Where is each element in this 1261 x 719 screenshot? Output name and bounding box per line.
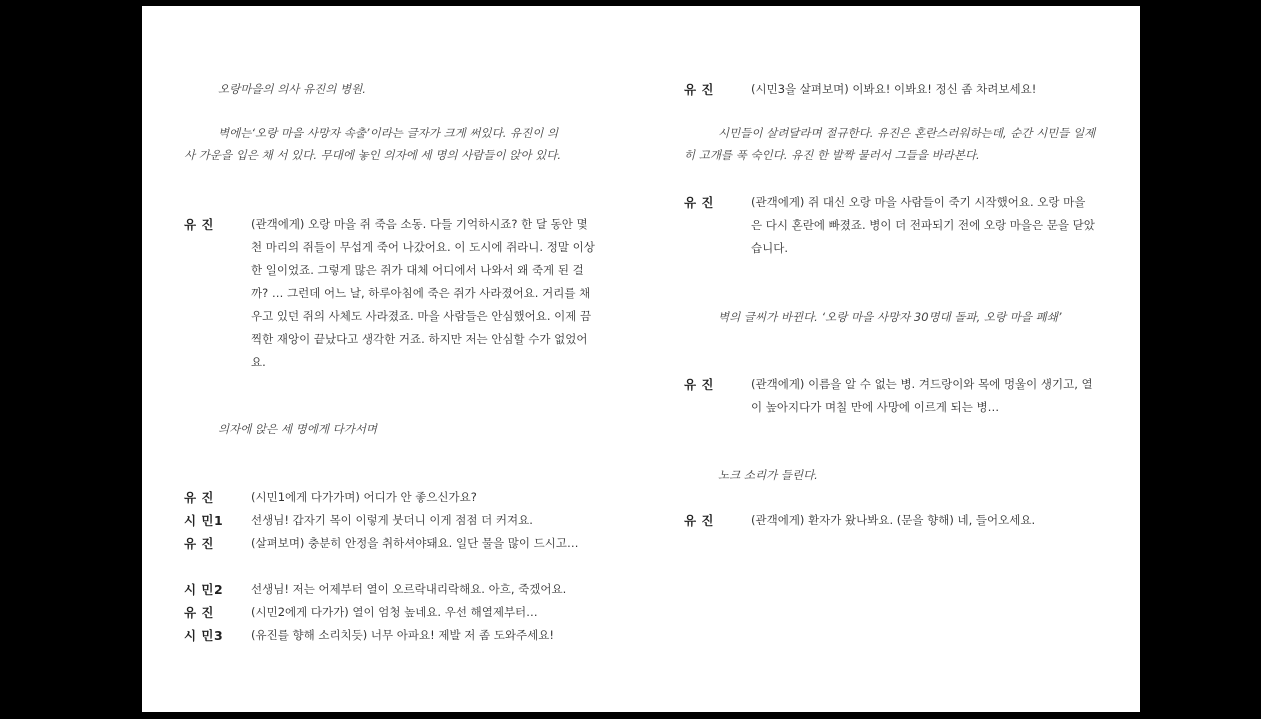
dialogue-text: (관객에게) 오랑 마을 쥐 죽음 소동. 다들 기억하시죠? 한 달 동안 몇천 마리의 쥐들이 무섭게 죽어 나갔어요. 이 도시에 쥐라니. 정말 이상한 일이었죠. 그렇게 많은 쥐가 대체 어디에서 나와서 왜 죽게 된 걸까? … 그런데 어느 날, 하루아침에 죽은 쥐가 사라졌어요. 거리를 채우고 있던 쥐의 사체도 사라졌죠. 마을 사람들은 안심했어요. 이제 끔찍한 재앙이 끝났다고 생각한 거죠. 하지만 저는 안심할 수가 없었어요.	[251, 217, 595, 369]
stage-text: 시민들이 살려달라며 절규한다. 유진은 혼란스러워하는데, 순간 시민들 일제히 고개를 푹 숙인다. 유진 한 발짝 물러서 그들을 바라본다.	[684, 126, 1096, 162]
speaker-name: 시 민3	[184, 628, 224, 643]
dialogue-text: (시민1에게 다가가며) 어디가 안 좋으신가요?	[251, 490, 477, 504]
dialogue-line	[184, 624, 604, 647]
dialogue-text: (시민2에게 다가가) 열이 엄청 높네요. 우선 해열제부터…	[251, 605, 538, 619]
dialogue-line	[684, 78, 1104, 101]
speaker-name: 유 진	[684, 513, 715, 528]
dialogue-text: (시민3을 살펴보며) 이봐요! 이봐요! 정신 좀 차려보세요!	[751, 82, 1037, 96]
speaker-name: 유 진	[184, 490, 215, 505]
speaker-name: 시 민1	[184, 513, 224, 528]
dialogue-text: (관객에게) 환자가 왔나봐요. (문을 향해) 네, 들어오세요.	[751, 513, 1036, 527]
speaker-name: 유 진	[684, 82, 715, 97]
dialogue-text: 선생님! 갑자기 목이 이렇게 붓더니 이게 점점 더 커져요.	[251, 513, 533, 527]
stage-text: 오랑마을의 의사 유진의 병원.	[218, 82, 366, 96]
speaker-name: 유 진	[684, 377, 715, 392]
dialogue-line	[184, 509, 604, 532]
speaker-name: 유 진	[184, 605, 215, 620]
stage-direction	[218, 78, 598, 100]
dialogue-text: (관객에게) 쥐 대신 오랑 마을 사람들이 죽기 시작했어요. 오랑 마을은 다시 혼란에 빠졌죠. 병이 더 전파되기 전에 오랑 마을은 문을 닫았습니다.	[751, 195, 1095, 255]
speaker-name: 유 진	[684, 195, 715, 210]
script-page	[142, 6, 1140, 712]
stage-text: 의자에 앉은 세 명에게 다가서며	[218, 422, 378, 436]
dialogue-text: (유진를 향해 소리치듯) 너무 아파요! 제발 저 좀 도와주세요!	[251, 628, 554, 642]
stage-direction	[718, 306, 1103, 328]
stage-text: 벽의 글씨가 바뀐다. ‘오랑 마을 사망자 30명대 돌파, 오랑 마을 폐쇄’	[718, 310, 1062, 324]
dialogue-text: (관객에게) 이름을 알 수 없는 병. 겨드랑이와 목에 멍울이 생기고, 열이 높아지다가 며칠 만에 사망에 이르게 되는 병…	[751, 377, 1093, 414]
stage-direction	[684, 122, 1099, 166]
stage-direction	[718, 464, 1098, 486]
speaker-name: 유 진	[184, 217, 215, 232]
dialogue-text: 선생님! 저는 어제부터 열이 오르락내리락해요. 아흐, 죽겠어요.	[251, 582, 567, 596]
dialogue-block	[684, 373, 1104, 419]
stage-text: 노크 소리가 들린다.	[718, 468, 818, 482]
dialogue-text: (살펴보며) 충분히 안정을 취하셔야돼요. 일단 물을 많이 드시고…	[251, 536, 579, 550]
dialogue-block	[184, 213, 604, 373]
stage-direction	[184, 122, 564, 166]
stage-direction	[218, 418, 598, 440]
dialogue-line	[184, 486, 604, 509]
stage-text: 벽에는‘오랑 마을 사망자 속출’이라는 글자가 크게 써있다. 유진이 의사 가운을 입은 채 서 있다. 무대에 놓인 의자에 세 명의 사람들이 앉아 있다.	[184, 126, 561, 162]
dialogue-line	[184, 601, 604, 624]
speaker-name: 시 민2	[184, 582, 224, 597]
dialogue-line	[684, 509, 1104, 532]
speaker-name: 유 진	[184, 536, 215, 551]
dialogue-block	[684, 191, 1104, 261]
dialogue-line	[184, 578, 604, 601]
dialogue-line	[184, 532, 604, 578]
